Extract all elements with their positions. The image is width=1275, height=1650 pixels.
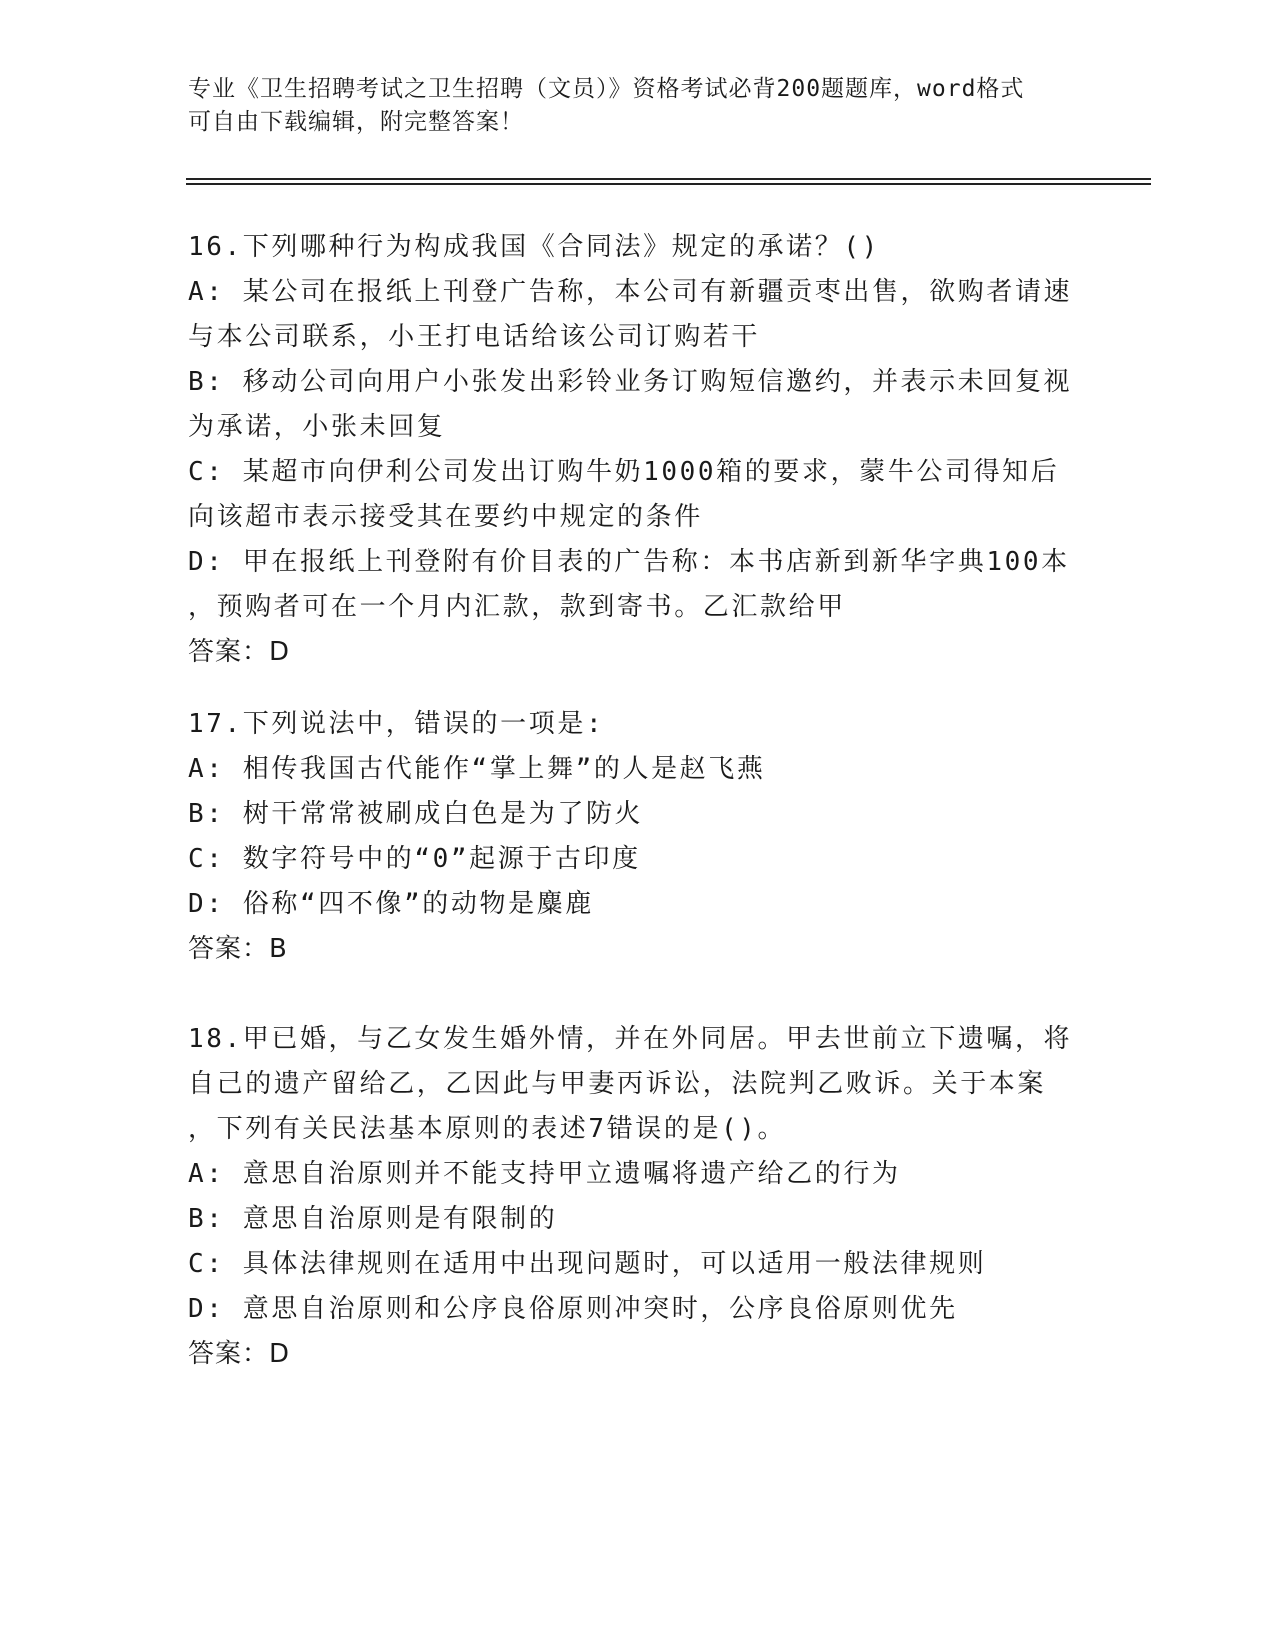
question-stem: 17.下列说法中，错误的一项是:	[188, 709, 605, 739]
question-16	[188, 225, 1108, 675]
question-18	[188, 1017, 1108, 1377]
document-header	[188, 73, 1088, 139]
option-b: B: 移动公司向用户小张发出彩铃业务订购短信邀约，并表示未回复视	[188, 367, 1073, 397]
option-a-cont: 与本公司联系，小王打电话给该公司订购若干	[188, 322, 761, 352]
option-b: B: 意思自治原则是有限制的	[188, 1204, 558, 1234]
option-b: B: 树干常常被刷成白色是为了防火	[188, 799, 644, 829]
option-d-cont: ，预购者可在一个月内汇款，款到寄书。乙汇款给甲	[188, 592, 846, 622]
header-divider-bottom	[186, 183, 1151, 185]
header-line-2: 可自由下载编辑，附完整答案！	[188, 109, 524, 135]
answer-label: 答案：D	[188, 637, 291, 667]
option-d: D: 意思自治原则和公序良俗原则冲突时，公序良俗原则优先	[188, 1294, 958, 1324]
option-b-cont: 为承诺，小张未回复	[188, 412, 446, 442]
option-a: A: 相传我国古代能作“掌上舞”的人是赵飞燕	[188, 754, 766, 784]
option-d: D: 俗称“四不像”的动物是麋鹿	[188, 889, 594, 919]
question-stem-cont-1: 自己的遗产留给乙，乙因此与甲妻丙诉讼，法院判乙败诉。关于本案	[188, 1069, 1047, 1099]
answer-label: 答案：B	[188, 934, 288, 964]
option-a: A: 意思自治原则并不能支持甲立遗嘱将遗产给乙的行为	[188, 1159, 901, 1189]
header-divider-top	[186, 178, 1151, 180]
answer-label: 答案：D	[188, 1339, 291, 1369]
question-stem: 16.下列哪种行为构成我国《合同法》规定的承诺？()	[188, 232, 880, 262]
question-stem-cont-2: ，下列有关民法基本原则的表述7错误的是()。	[188, 1114, 787, 1144]
option-c: C: 具体法律规则在适用中出现问题时，可以适用一般法律规则	[188, 1249, 987, 1279]
option-d: D: 甲在报纸上刊登附有价目表的广告称：本书店新到新华字典100本	[188, 547, 1070, 577]
option-c-cont: 向该超市表示接受其在要约中规定的条件	[188, 502, 703, 532]
header-line-1: 专业《卫生招聘考试之卫生招聘（文员）》资格考试必背200题题库，word格式	[188, 76, 1025, 102]
option-a: A: 某公司在报纸上刊登广告称，本公司有新疆贡枣出售，欲购者请速	[188, 277, 1073, 307]
question-17	[188, 702, 1108, 972]
option-c: C: 数字符号中的“0”起源于古印度	[188, 844, 641, 874]
option-c: C: 某超市向伊利公司发出订购牛奶1000箱的要求，蒙牛公司得知后	[188, 457, 1060, 487]
question-stem: 18.甲已婚，与乙女发生婚外情，并在外同居。甲去世前立下遗嘱，将	[188, 1024, 1073, 1054]
